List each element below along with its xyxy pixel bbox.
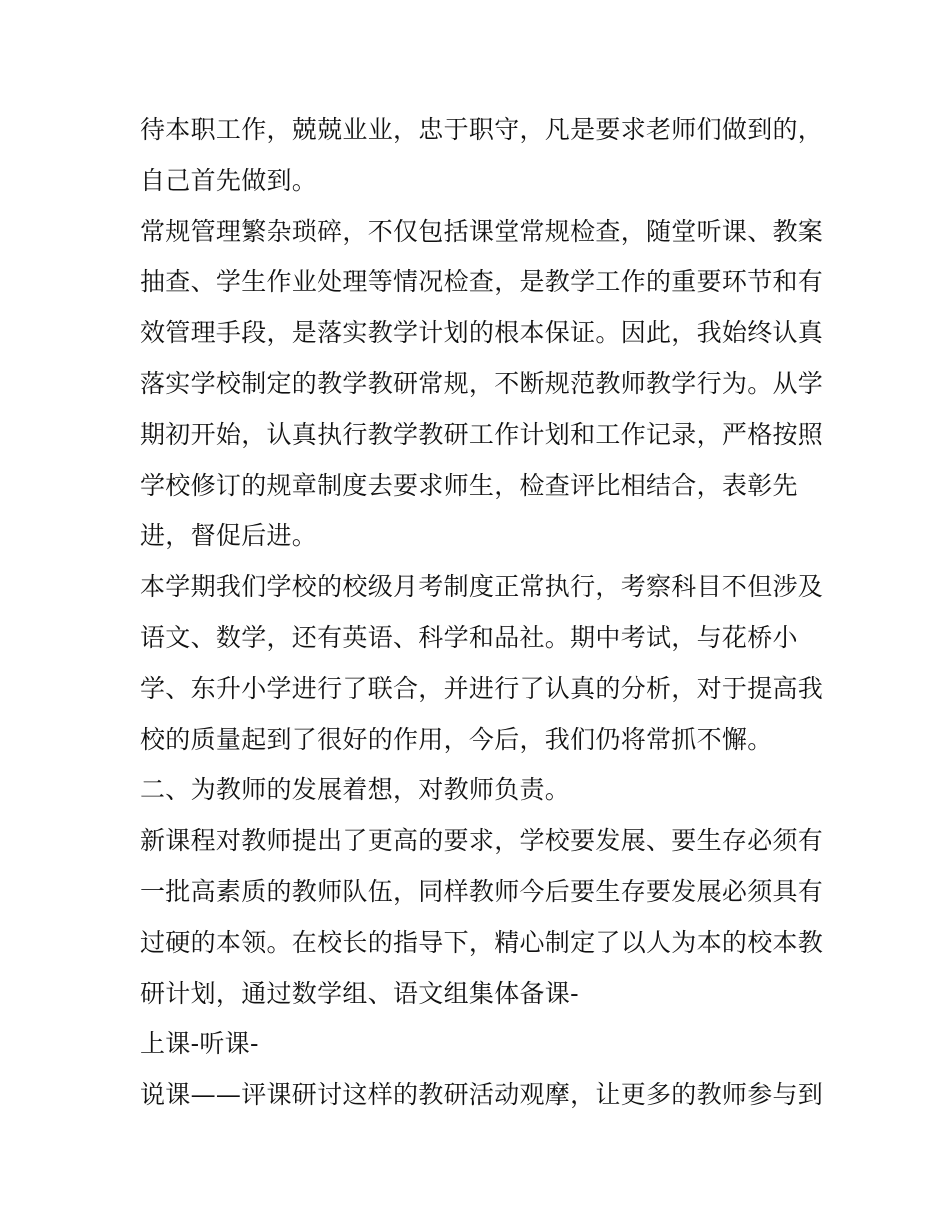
text-line: 进，督促后进。 — [140, 521, 318, 551]
text-line: 常规管理繁杂琐碎，不仅包括课堂常规检查，随堂听课、教案 — [140, 216, 824, 246]
text-line: 落实学校制定的教学教研常规，不断规范教师教学行为。从学 — [140, 368, 824, 398]
text-line: 校的质量起到了很好的作用，今后，我们仍将常抓不懈。 — [140, 724, 773, 754]
text-line: 新课程对教师提出了更高的要求，学校要发展、要生存必须有 — [140, 826, 824, 856]
text-line: 期初开始，认真执行教学教研工作计划和工作记录，严格按照 — [140, 419, 824, 449]
text-line: 待本职工作，兢兢业业，忠于职守，凡是要求老师们做到的， — [140, 115, 824, 144]
section-heading: 二、为教师的发展着想，对教师负责。 — [140, 775, 571, 805]
text-line: 抽查、学生作业处理等情况检查，是教学工作的重要环节和有 — [140, 267, 824, 297]
document-body — [140, 105, 824, 1121]
text-line: 学、东升小学进行了联合，并进行了认真的分析，对于提高我 — [140, 673, 824, 703]
text-line: 效管理手段，是落实教学计划的根本保证。因此，我始终认真 — [140, 318, 824, 348]
text-line: 过硬的本领。在校长的指导下，精心制定了以人为本的校本教 — [140, 927, 824, 957]
text-line: 学校修订的规章制度去要求师生，检查评比相结合，表彰先 — [140, 470, 798, 500]
text-line: 上课-听课- — [140, 1029, 259, 1059]
text-line: 研计划，通过数学组、语文组集体备课- — [140, 978, 579, 1008]
text-line: 自己首先做到。 — [140, 165, 318, 195]
text-line: 说课——评课研讨这样的教研活动观摩，让更多的教师参与到 — [140, 1080, 824, 1110]
text-line: 一批高素质的教师队伍，同样教师今后要生存要发展必须具有 — [140, 876, 824, 906]
text-line: 语文、数学，还有英语、科学和品社。期中考试，与花桥小 — [140, 622, 798, 652]
text-line: 本学期我们学校的校级月考制度正常执行，考察科目不但涉及 — [140, 572, 824, 602]
